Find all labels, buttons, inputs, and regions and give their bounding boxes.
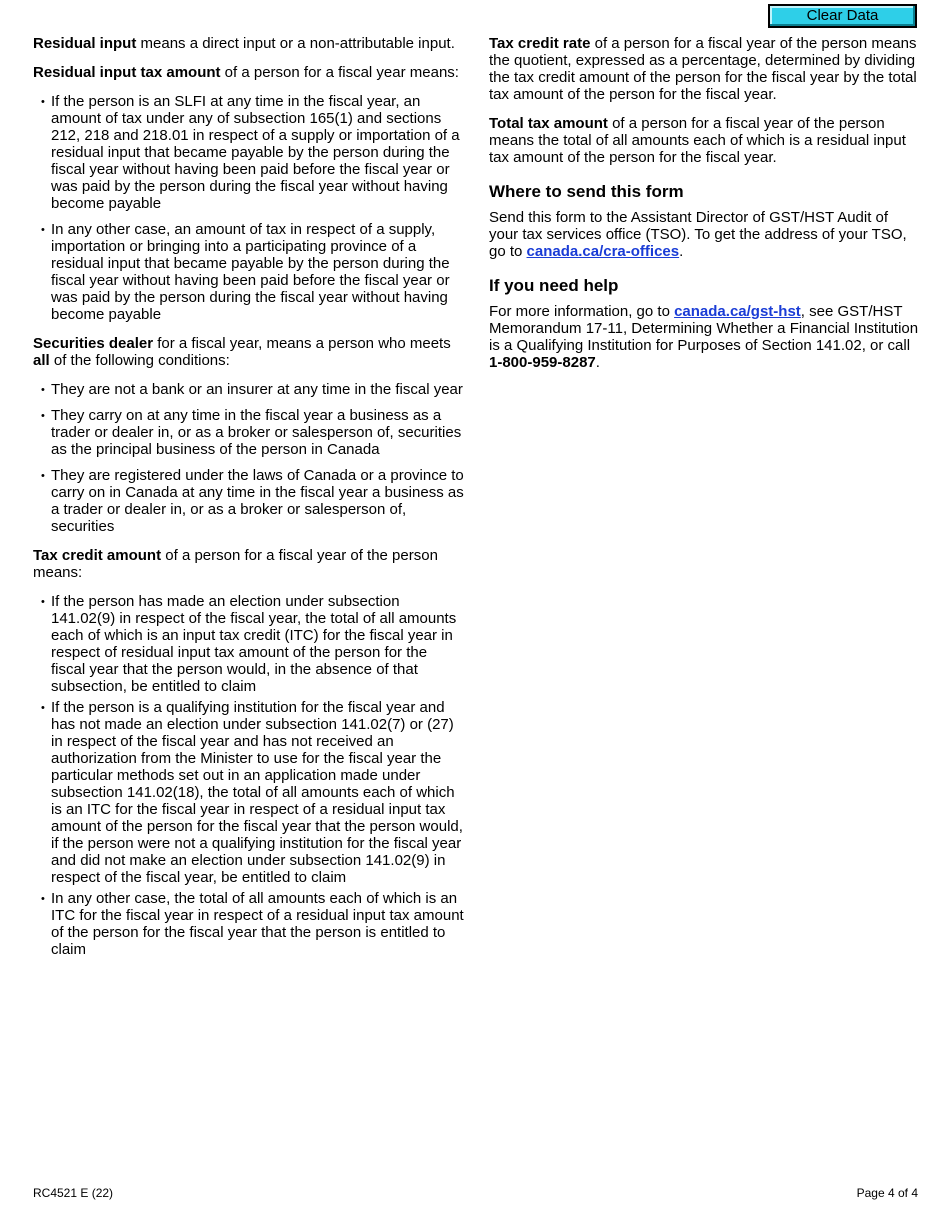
securities-dealer-definition: Securities dealer for a fiscal year, means a person who meets all of the following conditions: bbox=[33, 335, 451, 369]
securities-dealer-list bbox=[33, 381, 465, 535]
where-to-send-heading: Where to send this form bbox=[489, 182, 684, 201]
where-to-send-text: Send this form to the Assistant Director of GST/HST Audit of your tax services office (TSO). To get the address of your TSO, go to canada.ca/cra-offices. bbox=[489, 209, 907, 260]
tax-credit-rate-definition: Tax credit rate of a person for a fiscal year of the person means the quotient, expressed as a percentage, determined by dividing the tax credit amount of the person for the fiscal year by the total tax amount of the person for the fiscal year. bbox=[489, 35, 917, 103]
help-text: For more information, go to canada.ca/gst-hst, see GST/HST Memorandum 17-11, Determining Whether a Financial Institution is a Qualifying Institution for Purposes of Section 141.02, or call 1-800-959-8287. bbox=[489, 303, 919, 371]
residual-input-definition: Residual input means a direct input or a non-attributable input. bbox=[33, 35, 455, 52]
list-item: • They carry on at any time in the fiscal year a business as a trader or dealer in, or as a broker or salesperson of, securities as the principal business of the person in Canada bbox=[33, 407, 465, 458]
residual-input-tax-definition: Residual input tax amount of a person for a fiscal year means: bbox=[33, 64, 459, 81]
list-item: • They are not a bank or an insurer at any time in the fiscal year bbox=[33, 381, 465, 398]
help-heading: If you need help bbox=[489, 276, 619, 295]
list-item: • In any other case, an amount of tax in respect of a supply, importation or bringing into a participating province of a residual input that became payable by the person during the fiscal year without having been paid before the fiscal year or was paid by the person during the fiscal year without having become payable bbox=[33, 221, 465, 323]
tax-credit-amount-list bbox=[33, 593, 465, 958]
list-item: • They are registered under the laws of Canada or a province to carry on in Canada at any time in the fiscal year a business as a trader or dealer in, or as a broker or salesperson of, securities bbox=[33, 467, 465, 535]
term: Tax credit amount bbox=[33, 547, 162, 564]
left-column bbox=[33, 35, 465, 970]
cra-offices-link[interactable]: canada.ca/cra-offices bbox=[526, 243, 680, 260]
residual-input-tax-list bbox=[33, 93, 465, 323]
list-item: • If the person is a qualifying institution for the fiscal year and has not made an election under subsection 141.02(7) or (27) in respect of the fiscal year and has not received an authorization from the Minister to use for the fiscal year the particular methods set out in an application made under subsection 141.02(18), the total of all amounts each of which is an ITC for the fiscal year in respect of a residual input tax amount of the person for the fiscal year that the person would, if the person were not a qualifying institution for the fiscal year and did not make an election under subsection 141.02(9) in respect of the fiscal year, be entitled to claim bbox=[33, 699, 465, 886]
right-column bbox=[489, 35, 921, 383]
term: Securities dealer bbox=[33, 335, 154, 352]
term: Tax credit rate bbox=[489, 35, 591, 52]
tax-credit-amount-definition: Tax credit amount of a person for a fiscal year of the person means: bbox=[33, 547, 438, 581]
form-id: RC4521 E (22) bbox=[33, 1186, 114, 1200]
term: Residual input tax amount bbox=[33, 64, 221, 81]
term: Residual input bbox=[33, 35, 137, 52]
list-item: • If the person is an SLFI at any time in the fiscal year, an amount of tax under any of subsection 165(1) and sections 212, 218 and 218.01 in respect of a supply or importation of a residual input that became payable by the person during the fiscal year without having been paid before the fiscal year or was paid by the person during the fiscal year without having become payable bbox=[33, 93, 465, 212]
phone-number: 1-800-959-8287 bbox=[489, 354, 596, 371]
total-tax-amount-definition: Total tax amount of a person for a fiscal year of the person means the total of all amounts each of which is a residual input tax amount of the person for the fiscal year. bbox=[489, 115, 906, 166]
list-item: • If the person has made an election under subsection 141.02(9) in respect of the fiscal year, the total of all amounts each of which is an input tax credit (ITC) for the fiscal year in respect of residual input tax amount of the person for the fiscal year that the person would, in the absence of that subsection, be entitled to claim bbox=[33, 593, 465, 695]
list-item: • In any other case, the total of all amounts each of which is an ITC for the fiscal year in respect of a residual input tax amount of the person for the fiscal year that the person is entitled to claim bbox=[33, 890, 465, 958]
term: Total tax amount bbox=[489, 115, 608, 132]
page-number: Page 4 of 4 bbox=[856, 1186, 918, 1200]
gst-hst-link[interactable]: canada.ca/gst-hst bbox=[674, 303, 801, 320]
clear-data-button[interactable]: Clear Data bbox=[768, 4, 917, 28]
